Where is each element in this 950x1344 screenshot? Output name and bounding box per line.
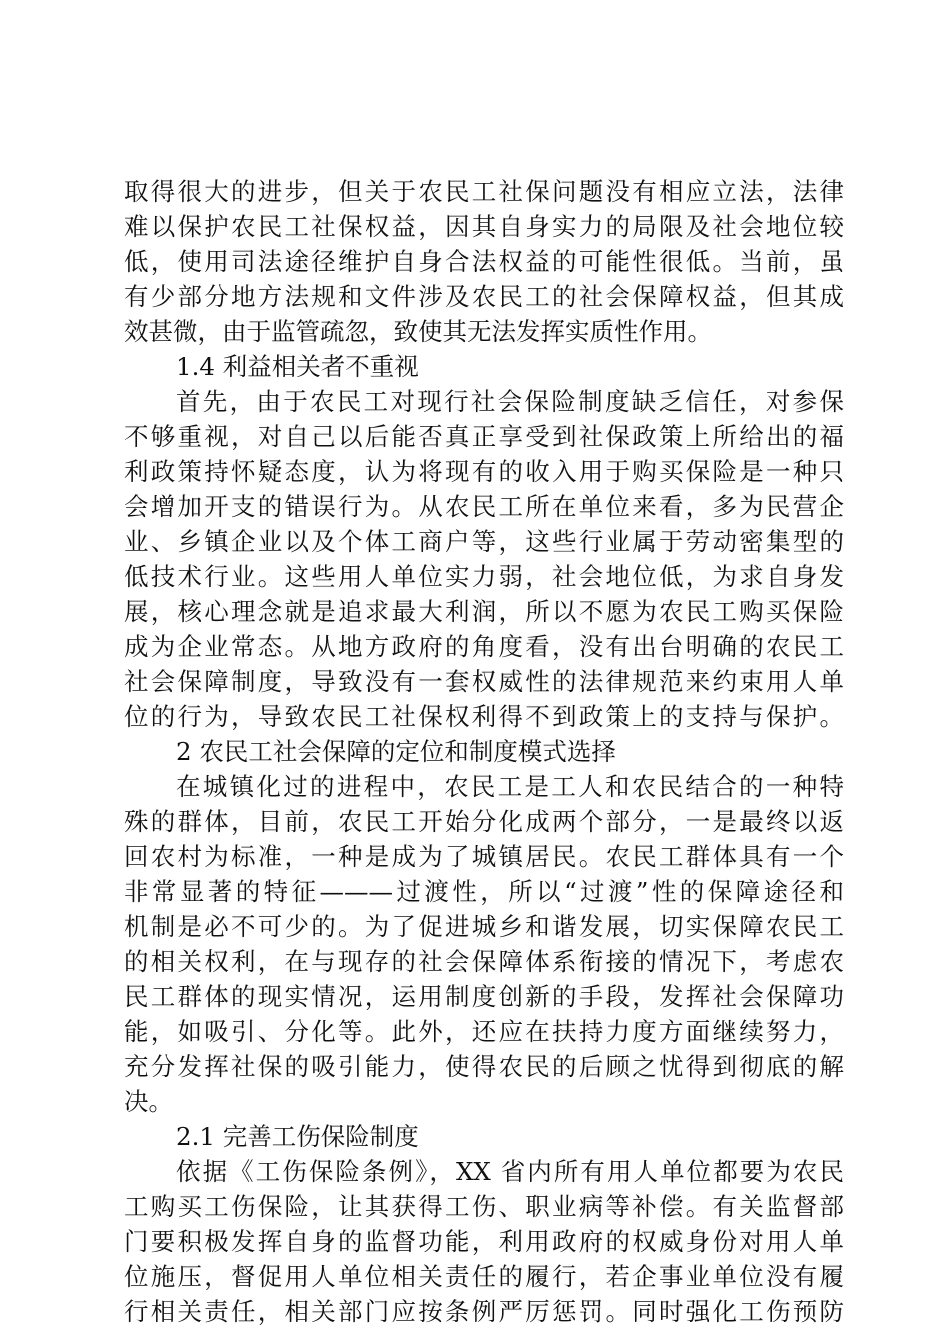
- body-text-line: 首先，由于农民工对现行社会保险制度缺乏信任，对参保: [176, 387, 844, 416]
- body-text-line: 位的行为，导致农民工社保权利得不到政策上的支持与保护。: [124, 702, 844, 731]
- body-text-line: 决。: [124, 1087, 173, 1116]
- body-text-line: 民工群体的现实情况，运用制度创新的手段，发挥社会保障功: [124, 982, 844, 1011]
- body-text-line: 低技术行业。这些用人单位实力弱，社会地位低，为求自身发: [124, 562, 844, 591]
- body-text-line: 行相关责任，相关部门应按条例严厉惩罚。同时强化工伤预防: [124, 1297, 844, 1326]
- body-text-line: 展，核心理念就是追求最大利润，所以不愿为农民工购买保险: [124, 597, 844, 626]
- body-text-line: 回农村为标准，一种是成为了城镇居民。农民工群体具有一个: [124, 842, 844, 871]
- body-text-line: 取得很大的进步，但关于农民工社保问题没有相应立法，法律: [124, 177, 844, 206]
- section-heading: 2 农民工社会保障的定位和制度模式选择: [176, 737, 616, 766]
- body-text-line: 非常显著的特征———过渡性，所以“过渡”性的保障途径和: [124, 877, 844, 906]
- body-text-line: 殊的群体，目前，农民工开始分化成两个部分，一是最终以返: [124, 807, 844, 836]
- body-text-line: 工购买工伤保险，让其获得工伤、职业病等补偿。有关监督部: [124, 1192, 844, 1221]
- body-text-line: 不够重视，对自己以后能否真正享受到社保政策上所给出的福: [124, 422, 844, 451]
- body-text-line: 的相关权利，在与现存的社会保障体系衔接的情况下，考虑农: [124, 947, 844, 976]
- body-text-line: 门要积极发挥自身的监督功能，利用政府的权威身份对用人单: [124, 1227, 844, 1256]
- body-text-line: 效甚微，由于监管疏忽，致使其无法发挥实质性作用。: [124, 317, 712, 346]
- body-text-line: 有少部分地方法规和文件涉及农民工的社会保障权益，但其成: [124, 282, 844, 311]
- body-text-line: 位施压，督促用人单位相关责任的履行，若企事业单位没有履: [124, 1262, 844, 1291]
- section-heading: 2.1 完善工伤保险制度: [176, 1122, 419, 1151]
- body-text-line: 机制是必不可少的。为了促进城乡和谐发展，切实保障农民工: [124, 912, 844, 941]
- body-text-line: 业、乡镇企业以及个体工商户等，这些行业属于劳动密集型的: [124, 527, 844, 556]
- body-text-line: 低，使用司法途径维护自身合法权益的可能性很低。当前，虽: [124, 247, 844, 276]
- body-text-line: 依据《工伤保险条例》，XX 省内所有用人单位都要为农民: [176, 1157, 844, 1186]
- section-heading: 1.4 利益相关者不重视: [176, 352, 419, 381]
- body-text-line: 成为企业常态。从地方政府的角度看，没有出台明确的农民工: [124, 632, 844, 661]
- body-text-line: 充分发挥社保的吸引能力，使得农民的后顾之忧得到彻底的解: [124, 1052, 844, 1081]
- body-text-line: 利政策持怀疑态度，认为将现有的收入用于购买保险是一种只: [124, 457, 844, 486]
- body-text-line: 社会保障制度，导致没有一套权威性的法律规范来约束用人单: [124, 667, 844, 696]
- body-text-line: 在城镇化过的进程中，农民工是工人和农民结合的一种特: [176, 772, 844, 801]
- body-text-line: 能，如吸引、分化等。此外，还应在扶持力度方面继续努力，: [124, 1017, 844, 1046]
- body-text-line: 难以保护农民工社保权益，因其自身实力的局限及社会地位较: [124, 212, 844, 241]
- body-text-line: 会增加开支的错误行为。从农民工所在单位来看，多为民营企: [124, 492, 844, 521]
